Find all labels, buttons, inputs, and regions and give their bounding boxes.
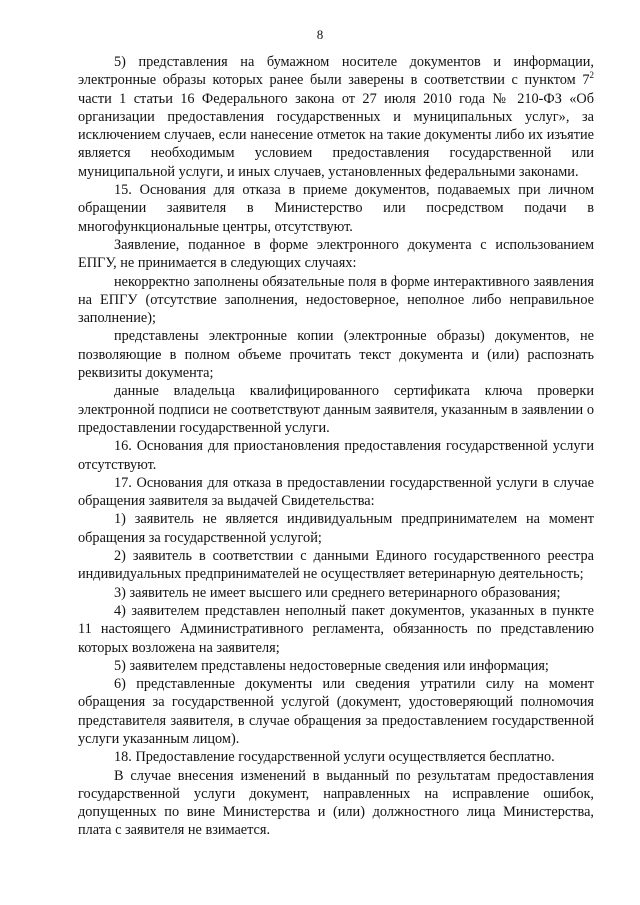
paragraph-electronic-copies: представлены электронные копии (электронные образы) документов, не позволяющие в полном объеме прочитать текст документа и (или) распознать реквизиты документа; [78,328,594,382]
paragraph-section-18: 18. Предоставление государственной услуги осуществляется бесплатно. [114,749,555,766]
paragraph-section-17: 17. Основания для отказа в предоставлении государственной услуги в случае обращения заявителя за выдачей Свидетельства: [78,474,594,510]
paragraph-text-continued: части 1 статьи 16 Федерального закона от 27 июля 2010 года № 210-ФЗ «Об организации предоставления государственных и муниципальных услуг», за исключением случаев, если нанесение отметок на такие документы либо их изъятие является необходимым условием предоставления государственной или муниципальной услуги, и иных случаев, установленных федеральными законами. [78,90,594,180]
paragraph-section-15: 15. Основания для отказа в приеме документов, подаваемых при личном обращении заявителя в Министерство или посредством подачи в многофункциональные центры, отсутствуют. [78,182,594,235]
paragraph-item-4: 4) заявителем представлен неполный пакет документов, указанных в пункте 11 настоящего Административного регламента, обязанность по представлению которых возложена на заявителя; [78,602,594,656]
paragraph-epgu-refusal: Заявление, поданное в форме электронного документа с использованием ЕПГУ, не принимается в следующих случаях: [78,236,594,272]
paragraph-section-16: 16. Основания для приостановления предоставления государственной услуги отсутствуют. [78,438,594,473]
paragraph-item-5 [78,53,594,181]
page-number: 8 [316,27,324,42]
paragraph-certificate-data: данные владельца квалифицированного сертификата ключа проверки электронной подписи не соответствуют данным заявителя, указанным в заявлении о предоставлении государственной услуги. [78,383,594,436]
paragraph-item-5b: 5) заявителем представлены недостоверные сведения или информация; [114,657,549,674]
paragraph-incorrect-fields: некорректно заполнены обязательные поля в форме интерактивного заявления на ЕПГУ (отсутствие заполнения, недостоверное, неполное либо неправильное заполнение); [78,273,594,327]
paragraph-fee-exemption: В случае внесения изменений в выданный по результатам предоставления государственной услуги документ, направленных на исправление ошибок, допущенных по вине Министерства и (или) должностного лица Министерства, плата с заявителя не взимается. [78,767,594,839]
document-body [78,53,594,840]
paragraph-item-2: 2) заявитель в соответствии с данными Единого государственного реестра индивидуальных предпринимателей не осуществляет ветеринарную деятельность; [78,548,594,583]
paragraph-item-1: 1) заявитель не является индивидуальным предпринимателем на момент обращения за государственной услугой; [78,511,594,546]
paragraph-item-3: 3) заявитель не имеет высшего или среднего ветеринарного образования; [114,584,561,601]
paragraph-text: 5) представления на бумажном носителе документов и информации, электронные образы которых ранее были заверены в соответствии с пунктом 7 [78,54,594,89]
footnote-superscript: 2 [589,70,594,81]
paragraph-item-6: 6) представленные документы или сведения утратили силу на момент обращения за государственной услугой (документ, удостоверяющий полномочия представителя заявителя, в случае обращения за предоставлением государственной услуги указанным лицом). [78,676,594,747]
